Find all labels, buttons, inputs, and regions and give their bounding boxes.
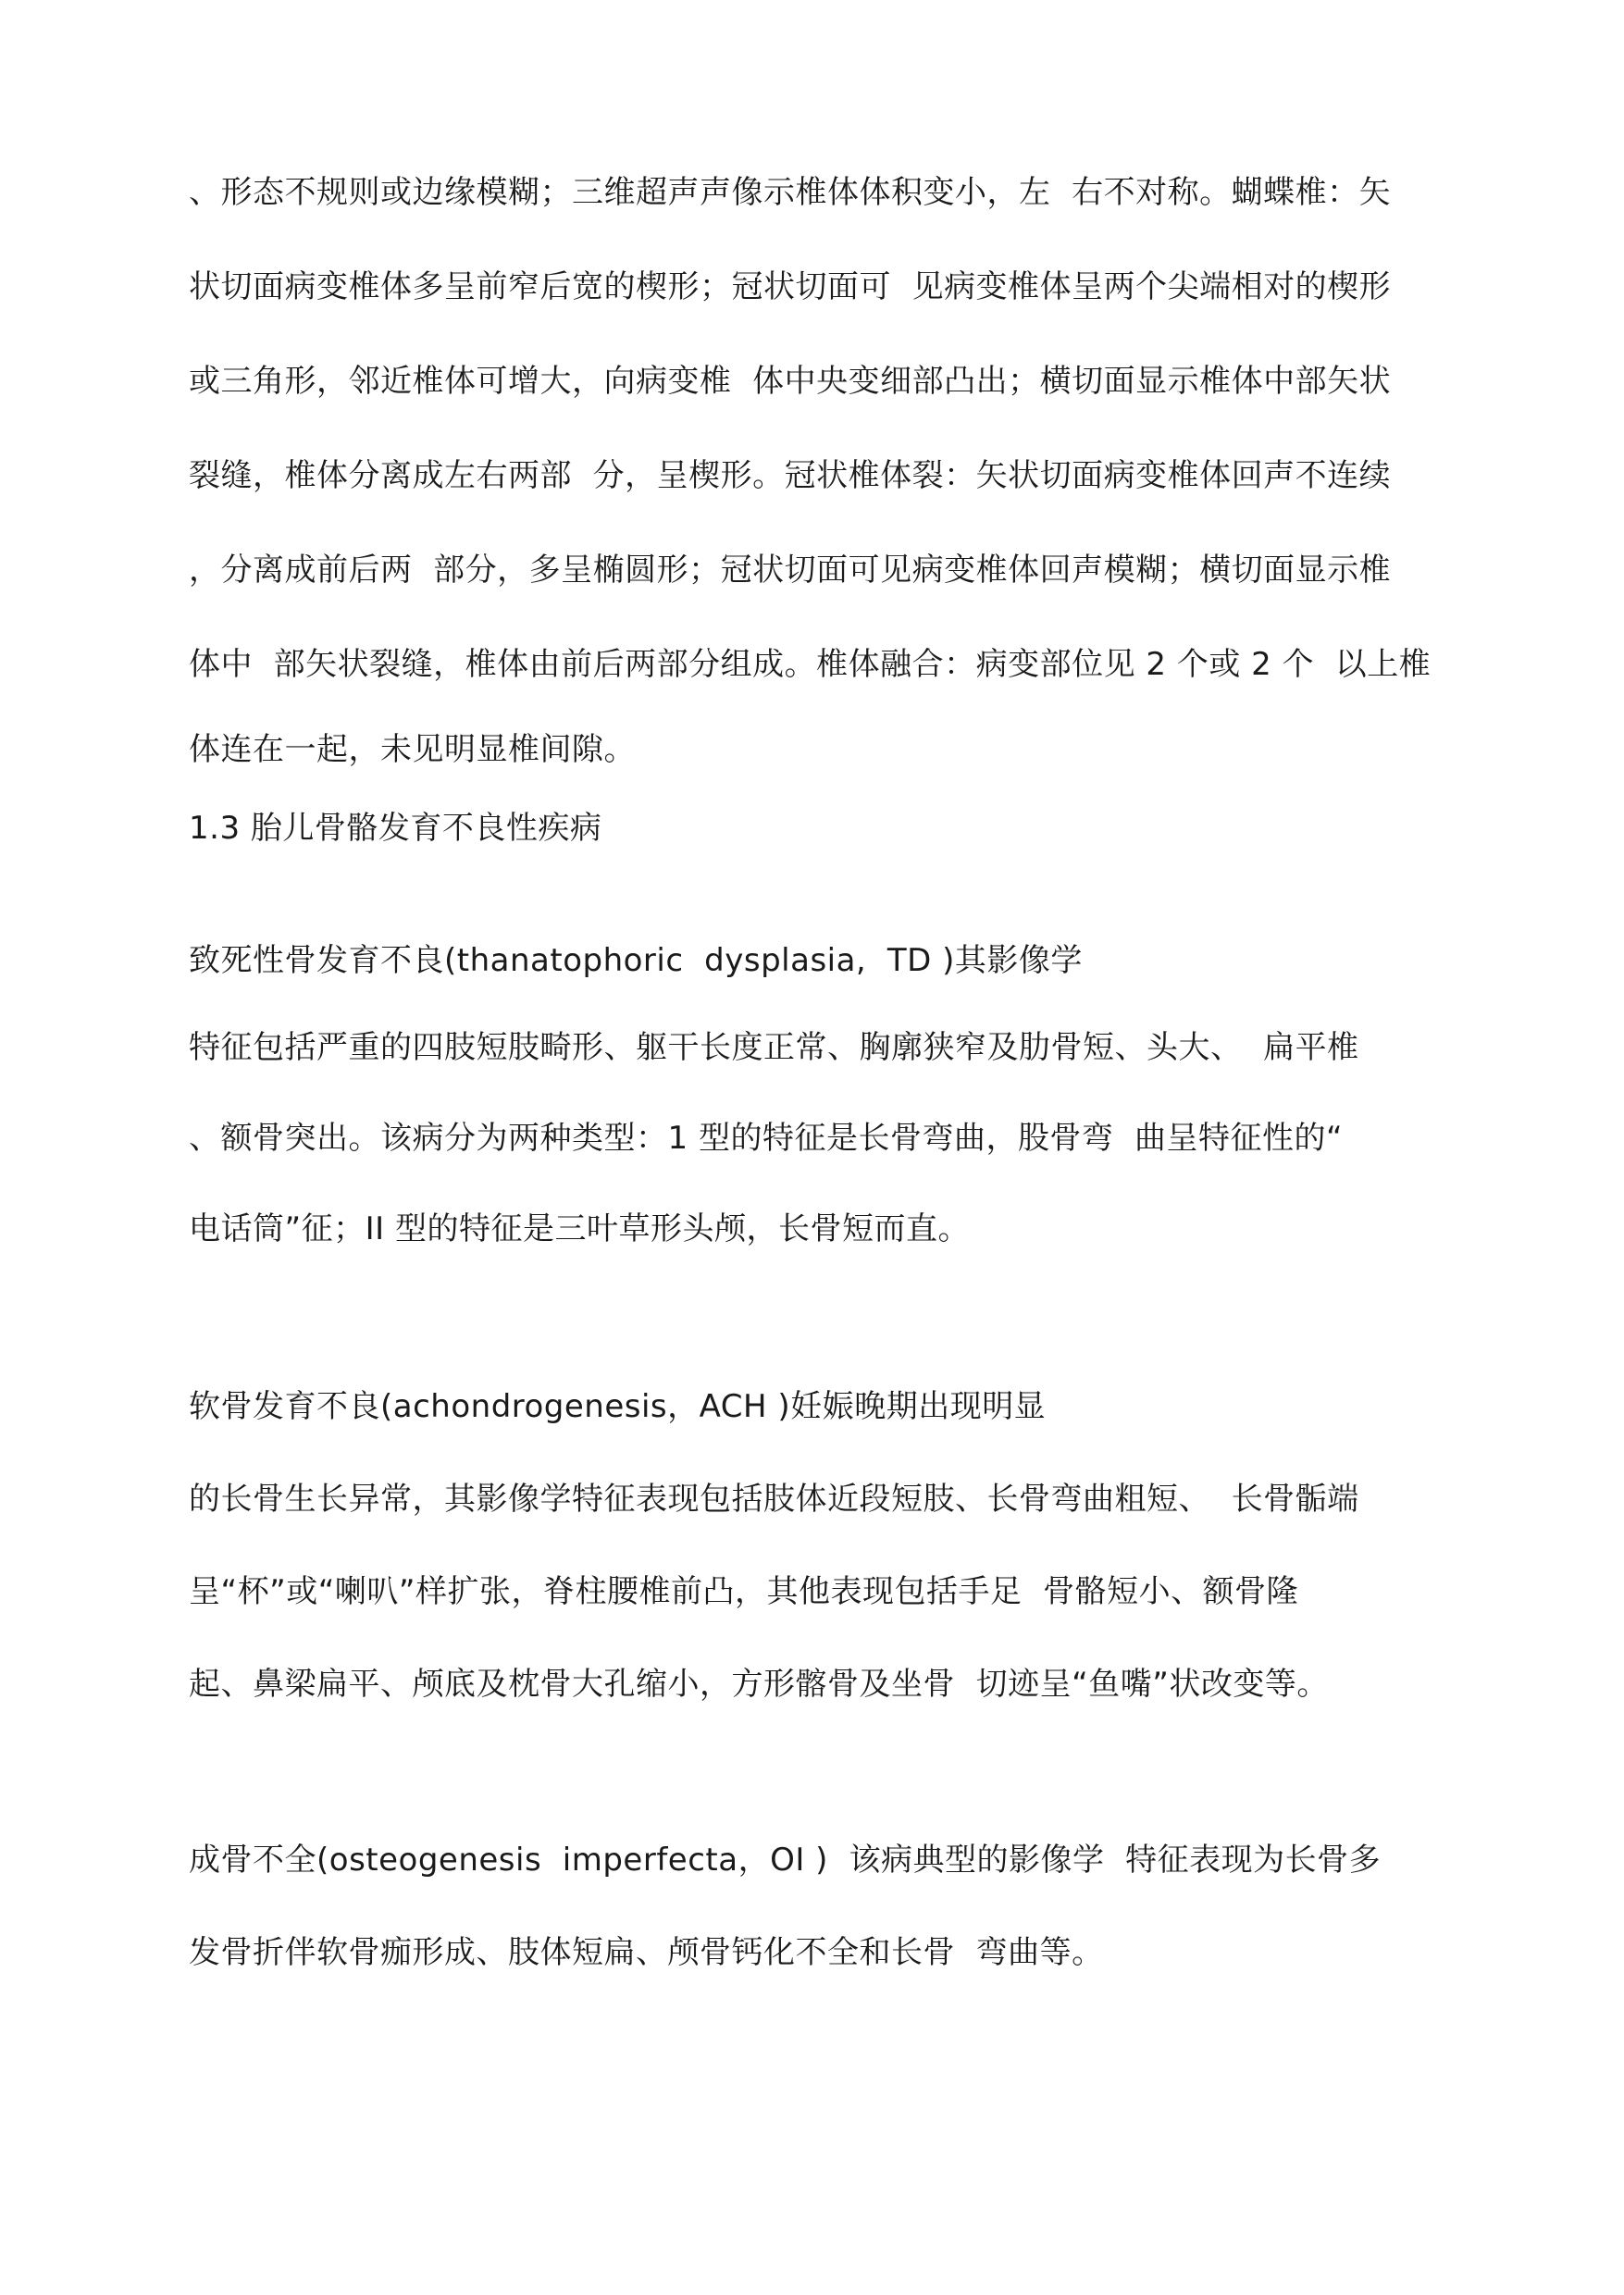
text-line: 体连在一起，未见明显椎间隙。 <box>189 731 636 768</box>
text-line: 、额骨突出。该病分为两种类型：1 型的特征是长骨弯曲，股骨弯 曲呈特征性的“ <box>189 1120 1344 1157</box>
text-line: 呈“杯”或“喇叭”样扩张，脊柱腰椎前凸，其他表现包括手足 骨骼短小、额骨隆 <box>189 1573 1299 1610</box>
text-line: 发骨折伴软骨痂形成、肢体短扁、颅骨钙化不全和长骨 弯曲等。 <box>189 1934 1104 1971</box>
text-line: 软骨发育不良(achondrogenesis，ACH )妊娠晚期出现明显 <box>189 1388 1047 1425</box>
text-line: 的长骨生长异常，其影像学特征表现包括肢体近段短肢、长骨弯曲粗短、 长骨骺端 <box>189 1481 1359 1518</box>
text-line: 起、鼻梁扁平、颅底及枕骨大孔缩小，方形髂骨及坐骨 切迹呈“鱼嘴”状改变等。 <box>189 1666 1329 1703</box>
text-line: 特征包括严重的四肢短肢畸形、躯干长度正常、胸廓狭窄及肋骨短、头大、 扁平椎 <box>189 1029 1359 1066</box>
text-line: 成骨不全(osteogenesis imperfecta，OI ) 该病典型的影像学 特征表现为长骨多 <box>189 1842 1382 1879</box>
text-line: 或三角形，邻近椎体可增大，向病变椎 体中央变细部凸出；横切面显示椎体中部矢状 <box>189 363 1392 400</box>
text-line: 电话筒”征；II 型的特征是三叶草形头颅，长骨短而直。 <box>189 1210 970 1247</box>
text-line: 致死性骨发育不良(thanatophoric dysplasia, TD )其影像学 <box>189 942 1083 979</box>
section-heading: 1.3 胎儿骨骼发育不良性疾病 <box>189 810 602 847</box>
text-line: 状切面病变椎体多呈前窄后宽的楔形；冠状切面可 见病变椎体呈两个尖端相对的楔形 <box>189 268 1392 305</box>
text-line: 裂缝，椎体分离成左右两部 分，呈楔形。冠状椎体裂：矢状切面病变椎体回声不连续 <box>189 457 1392 494</box>
text-line: 体中 部矢状裂缝，椎体由前后两部分组成。椎体融合：病变部位见 2 个或 2 个 以上椎 <box>189 646 1432 683</box>
text-line: 、形态不规则或边缘模糊；三维超声声像示椎体体积变小，左 右不对称。蝴蝶椎：矢 <box>189 174 1392 211</box>
text-line: ，分离成前后两 部分，多呈椭圆形；冠状切面可见病变椎体回声模糊；横切面显示椎 <box>189 552 1392 589</box>
